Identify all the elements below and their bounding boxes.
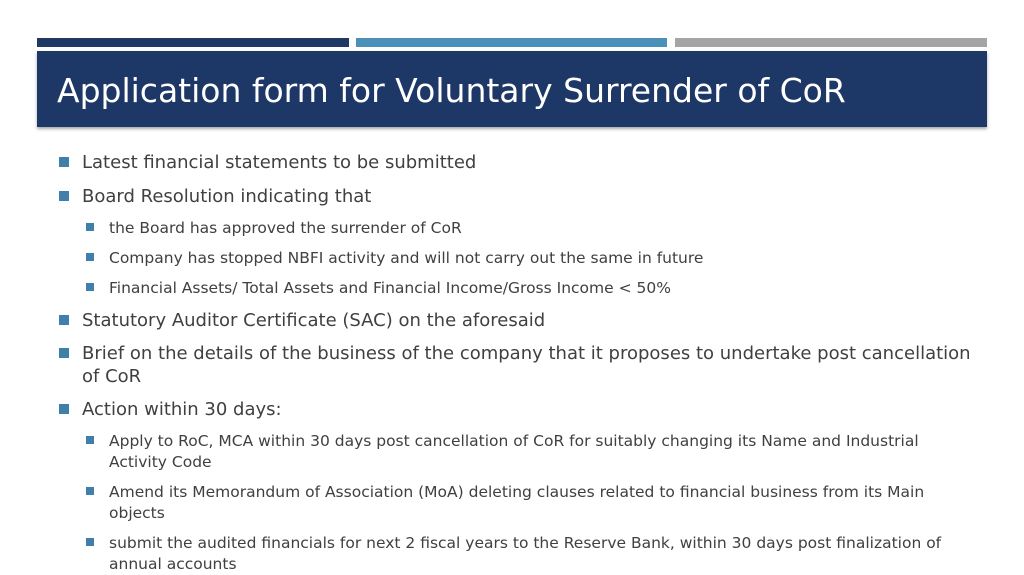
- bullet-text: submit the audited financials for next 2 fiscal years to the Reserve Bank, within 30 days post finalization of annual accounts: [109, 534, 942, 573]
- bullet-text: Action within 30 days:: [82, 399, 282, 420]
- bullet-text: Apply to RoC, MCA within 30 days post cancellation of CoR for suitably changing its Name and Industrial Activity Code: [109, 432, 919, 471]
- bullet-text: Financial Assets/ Total Assets and Financial Income/Gross Income < 50%: [109, 279, 671, 297]
- square-bullet-icon: [59, 157, 69, 167]
- bullet-text: Company has stopped NBFI activity and will not carry out the same in future: [109, 249, 704, 267]
- accent-bar-blue: [356, 38, 667, 47]
- square-bullet-icon: [86, 538, 94, 546]
- bullet-text: Board Resolution indicating that: [82, 186, 372, 207]
- accent-bar-dark: [37, 38, 349, 47]
- bullet-text: Amend its Memorandum of Association (MoA) deleting clauses related to financial business from its Main objects: [109, 483, 925, 522]
- square-bullet-icon: [59, 404, 69, 414]
- square-bullet-icon: [86, 253, 94, 261]
- accent-bar-gray: [675, 38, 987, 47]
- square-bullet-icon: [59, 348, 69, 358]
- square-bullet-icon: [86, 487, 94, 495]
- title-band: [37, 51, 987, 127]
- bullet-text: the Board has approved the surrender of CoR: [109, 219, 462, 237]
- square-bullet-icon: [86, 436, 94, 444]
- square-bullet-icon: [86, 283, 94, 291]
- bullet-text: Latest financial statements to be submitted: [82, 152, 477, 173]
- square-bullet-icon: [59, 191, 69, 201]
- square-bullet-icon: [59, 315, 69, 325]
- slide-title: Application form for Voluntary Surrender of CoR: [57, 71, 846, 110]
- bullet-text: Statutory Auditor Certificate (SAC) on the aforesaid: [82, 310, 546, 331]
- square-bullet-icon: [86, 223, 94, 231]
- bullet-text: Brief on the details of the business of the company that it proposes to undertake post cancellation of CoR: [82, 343, 971, 387]
